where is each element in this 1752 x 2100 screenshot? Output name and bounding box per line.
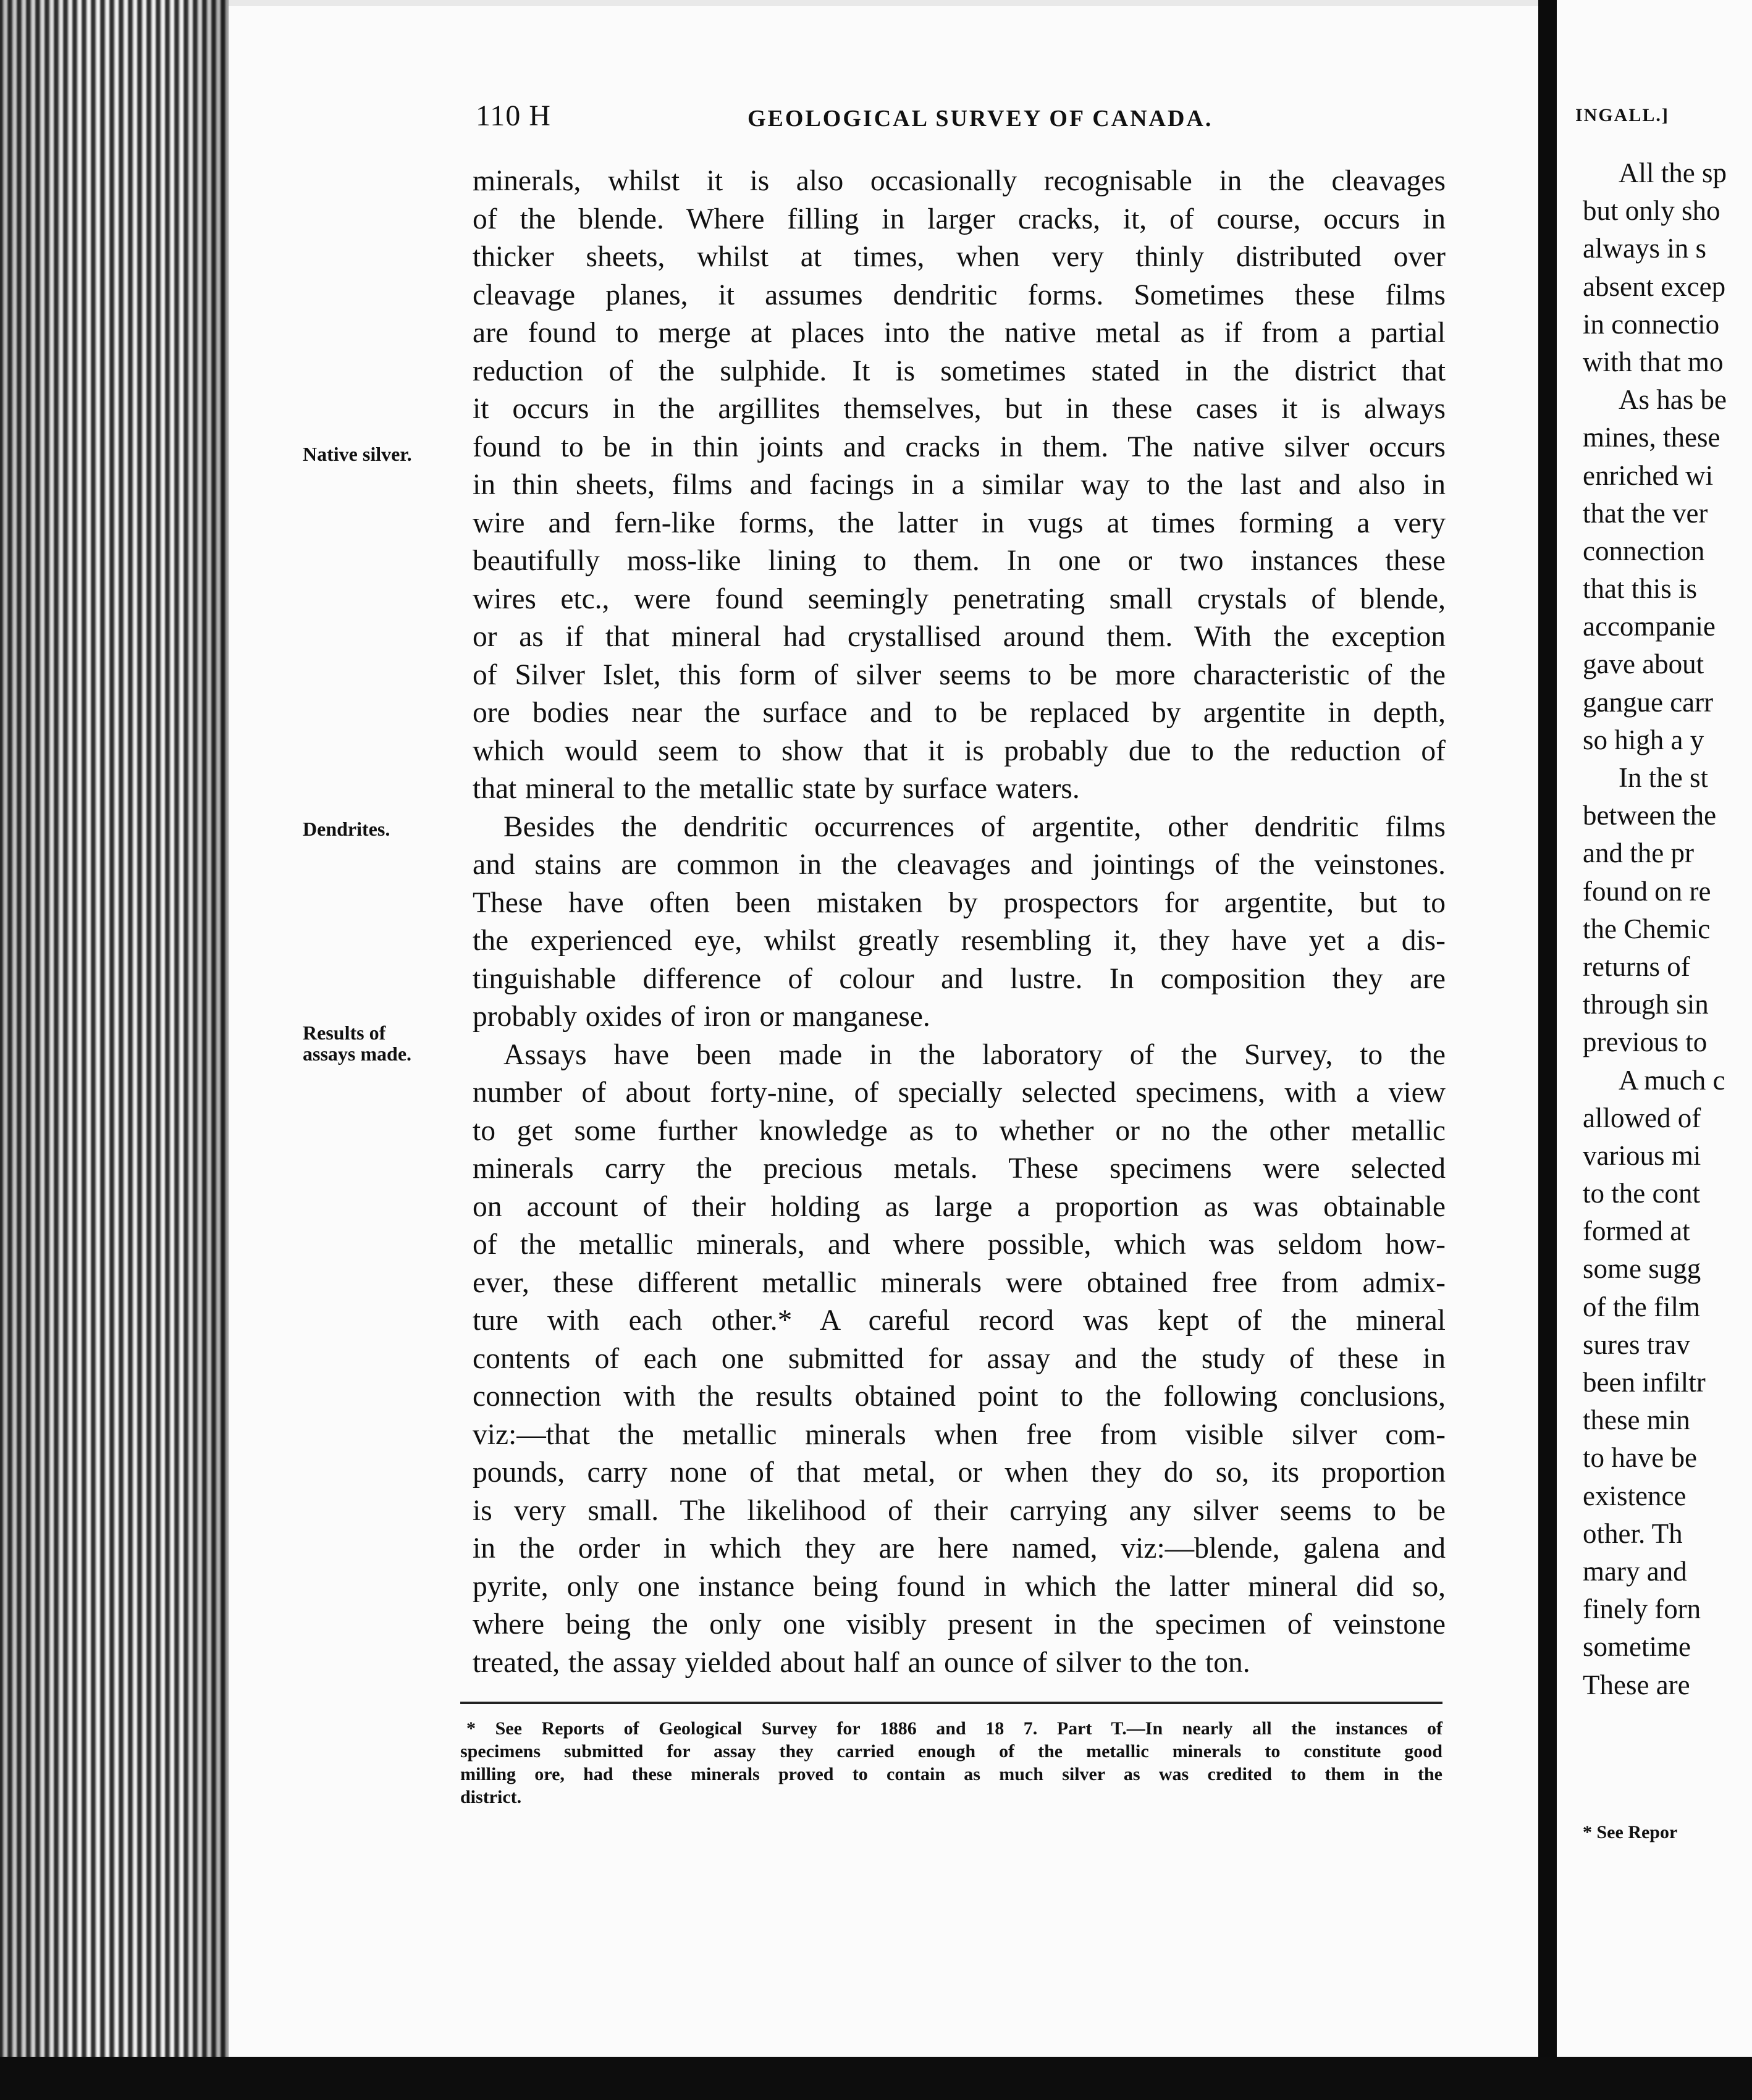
text-line: of the blende. Where filling in larger cracks, it, of course, occurs in xyxy=(473,203,1446,235)
footnote-line: milling ore, had these minerals proved to contain as much silver as was credited to them in the xyxy=(460,1764,1442,1784)
text-line: viz:—that the metallic minerals when free from visible silver com- xyxy=(473,1418,1446,1451)
right-text-line: always in s xyxy=(1583,233,1706,264)
text-line: of Silver Islet, this form of silver seems to be more characteristic of the xyxy=(473,658,1446,691)
text-line: wire and fern-like forms, the latter in vugs at times forming a very xyxy=(473,506,1446,539)
right-text-line: of the film xyxy=(1583,1291,1700,1322)
text-line: in the order in which they are here named, viz:—blende, galena and xyxy=(473,1532,1446,1564)
text-line: cleavage planes, it assumes dendritic forms. Sometimes these films xyxy=(473,279,1446,311)
text-line: beautifully moss-like lining to them. In one or two instances these xyxy=(473,545,1446,577)
right-text-line: connection xyxy=(1583,535,1705,566)
text-line: wires etc., were found seemingly penetrating small crystals of blende, xyxy=(473,582,1446,615)
text-line: the experienced eye, whilst greatly resembling it, they have yet a dis- xyxy=(473,925,1446,957)
right-text-line: that the ver xyxy=(1583,497,1708,529)
right-text-line: between the xyxy=(1583,800,1717,831)
text-line: connection with the results obtained point to the following conclusions, xyxy=(473,1380,1446,1413)
text-line: minerals carry the precious metals. These specimens were selected xyxy=(473,1153,1446,1185)
right-text-line: A much c xyxy=(1619,1064,1725,1096)
margin-note-assays-made: assays made. xyxy=(303,1043,412,1065)
right-text-line: finely forn xyxy=(1583,1594,1701,1625)
text-line: in thin sheets, films and facings in a similar way to the last and also in xyxy=(473,469,1446,501)
text-line: it occurs in the argillites themselves, but in these cases it is always xyxy=(473,393,1446,425)
right-text-line: returns of xyxy=(1583,951,1690,982)
text-line: tinguishable difference of colour and lustre. In composition they are xyxy=(473,962,1446,995)
right-text-line: these min xyxy=(1583,1405,1690,1436)
text-line: ture with each other.* A careful record was kept of the mineral xyxy=(473,1304,1446,1337)
footnote-block xyxy=(460,1717,1442,1808)
right-text-line: in connectio xyxy=(1583,308,1720,340)
right-text-line: These are xyxy=(1583,1669,1690,1700)
right-text-line: other. Th xyxy=(1583,1518,1683,1549)
right-text-line: sometime xyxy=(1583,1631,1691,1663)
right-text-line: with that mo xyxy=(1583,346,1724,377)
text-line: minerals, whilst it is also occasionally recognisable in the cleavages xyxy=(473,165,1446,197)
text-line: Assays have been made in the laboratory of the Survey, to the xyxy=(503,1038,1446,1071)
top-edge xyxy=(229,0,1544,6)
margin-note-results-of: Results of xyxy=(303,1022,386,1044)
footnote-rule xyxy=(460,1702,1442,1704)
main-text-block xyxy=(473,162,1446,1682)
right-text-line: mary and xyxy=(1583,1555,1687,1587)
right-text-line: gave about xyxy=(1583,649,1704,680)
text-line: on account of their holding as large a proportion as was obtainable xyxy=(473,1190,1446,1223)
right-text-line: but only sho xyxy=(1583,195,1720,227)
text-line: or as if that mineral had crystallised around them. With the exception xyxy=(473,621,1446,653)
right-text-line: formed at xyxy=(1583,1216,1690,1247)
right-text-line: the Chemic xyxy=(1583,913,1711,944)
running-title: GEOLOGICAL SURVEY OF CANADA. xyxy=(748,106,1213,132)
text-line: These have often been mistaken by prospectors for argentite, but to xyxy=(473,886,1446,919)
right-text-line: found on re xyxy=(1583,875,1711,907)
text-line: that mineral to the metallic state by surface waters. xyxy=(473,773,1080,805)
right-page xyxy=(1557,0,1752,2100)
text-line: pounds, carry none of that metal, or when they do so, its proportion xyxy=(473,1456,1446,1489)
margin-note-dendrites: Dendrites. xyxy=(303,818,390,840)
footnote-line: district. xyxy=(460,1787,522,1807)
right-text-line: allowed of xyxy=(1583,1102,1701,1133)
text-line: of the metallic minerals, and where possible, which was seldom how- xyxy=(473,1228,1446,1261)
right-footnote: * See Repor xyxy=(1583,1822,1678,1842)
right-text-line: to the cont xyxy=(1583,1178,1700,1209)
right-text-line: previous to xyxy=(1583,1027,1708,1058)
right-text-line: various mi xyxy=(1583,1140,1701,1171)
spine-shadow xyxy=(0,0,229,2100)
right-text-line: enriched wi xyxy=(1583,460,1714,491)
right-page-text xyxy=(1583,154,1752,1704)
bottom-edge xyxy=(0,2057,1752,2100)
text-line: thicker sheets, whilst at times, when very thinly distributed over xyxy=(473,241,1446,273)
right-text-line: to have be xyxy=(1583,1442,1697,1474)
right-text-line: All the sp xyxy=(1619,158,1727,188)
right-text-line: existence xyxy=(1583,1480,1687,1511)
text-line: ever, these different metallic minerals were obtained free from admix- xyxy=(473,1266,1446,1299)
text-line: treated, the assay yielded about half an ounce of silver to the ton. xyxy=(473,1646,1250,1679)
right-text-line: so high a y xyxy=(1583,724,1704,755)
right-text-line: that this is xyxy=(1583,573,1698,605)
right-text-line: sures trav xyxy=(1583,1329,1690,1360)
page-number: 110 H xyxy=(476,99,551,132)
text-line: reduction of the sulphide. It is sometimes stated in the district that xyxy=(473,355,1446,387)
footnote-line: * See Reports of Geological Survey for 1886 and 18 7. Part T.—In nearly all the instances of xyxy=(466,1718,1442,1739)
text-line: ore bodies near the surface and to be replaced by argentite in depth, xyxy=(473,697,1446,729)
text-line: found to be in thin joints and cracks in them. The native silver occurs xyxy=(473,430,1446,463)
text-line: and stains are common in the cleavages and jointings of the veinstones. xyxy=(473,849,1446,881)
text-line: is very small. The likelihood of their carrying any silver seems to be xyxy=(473,1494,1446,1527)
footnote-line: specimens submitted for assay they carried enough of the metallic minerals to constitute good xyxy=(460,1741,1442,1762)
text-line: pyrite, only one instance being found in which the latter mineral did so, xyxy=(473,1570,1446,1603)
text-line: to get some further knowledge as to whether or no the other metallic xyxy=(473,1114,1446,1147)
right-text-line: As has be xyxy=(1619,384,1727,416)
page-gutter xyxy=(1538,0,1557,2100)
right-text-line: gangue carr xyxy=(1583,686,1714,718)
margin-note-native-silver: Native silver. xyxy=(303,443,412,465)
right-text-line: and the pr xyxy=(1583,838,1694,869)
text-line: which would seem to show that it is probably due to the reduction of xyxy=(473,734,1446,767)
right-text-line: In the st xyxy=(1619,762,1708,793)
right-text-line: been infiltr xyxy=(1583,1367,1706,1398)
text-line: where being the only one visibly present in the specimen of veinstone xyxy=(473,1608,1446,1640)
text-line: probably oxides of iron or manganese. xyxy=(473,1001,930,1033)
text-line: Besides the dendritic occurrences of argentite, other dendritic films xyxy=(503,810,1446,843)
right-running-head: INGALL.] xyxy=(1575,105,1669,125)
text-line: contents of each one submitted for assay and the study of these in xyxy=(473,1342,1446,1375)
text-line: are found to merge at places into the native metal as if from a partial xyxy=(473,317,1446,349)
right-text-line: through sin xyxy=(1583,989,1709,1020)
right-text-line: accompanie xyxy=(1583,611,1716,642)
right-text-line: some sugg xyxy=(1583,1253,1701,1285)
right-text-line: absent excep xyxy=(1583,271,1726,302)
text-line: number of about forty-nine, of specially selected specimens, with a view xyxy=(473,1077,1446,1109)
right-text-line: mines, these xyxy=(1583,422,1720,453)
